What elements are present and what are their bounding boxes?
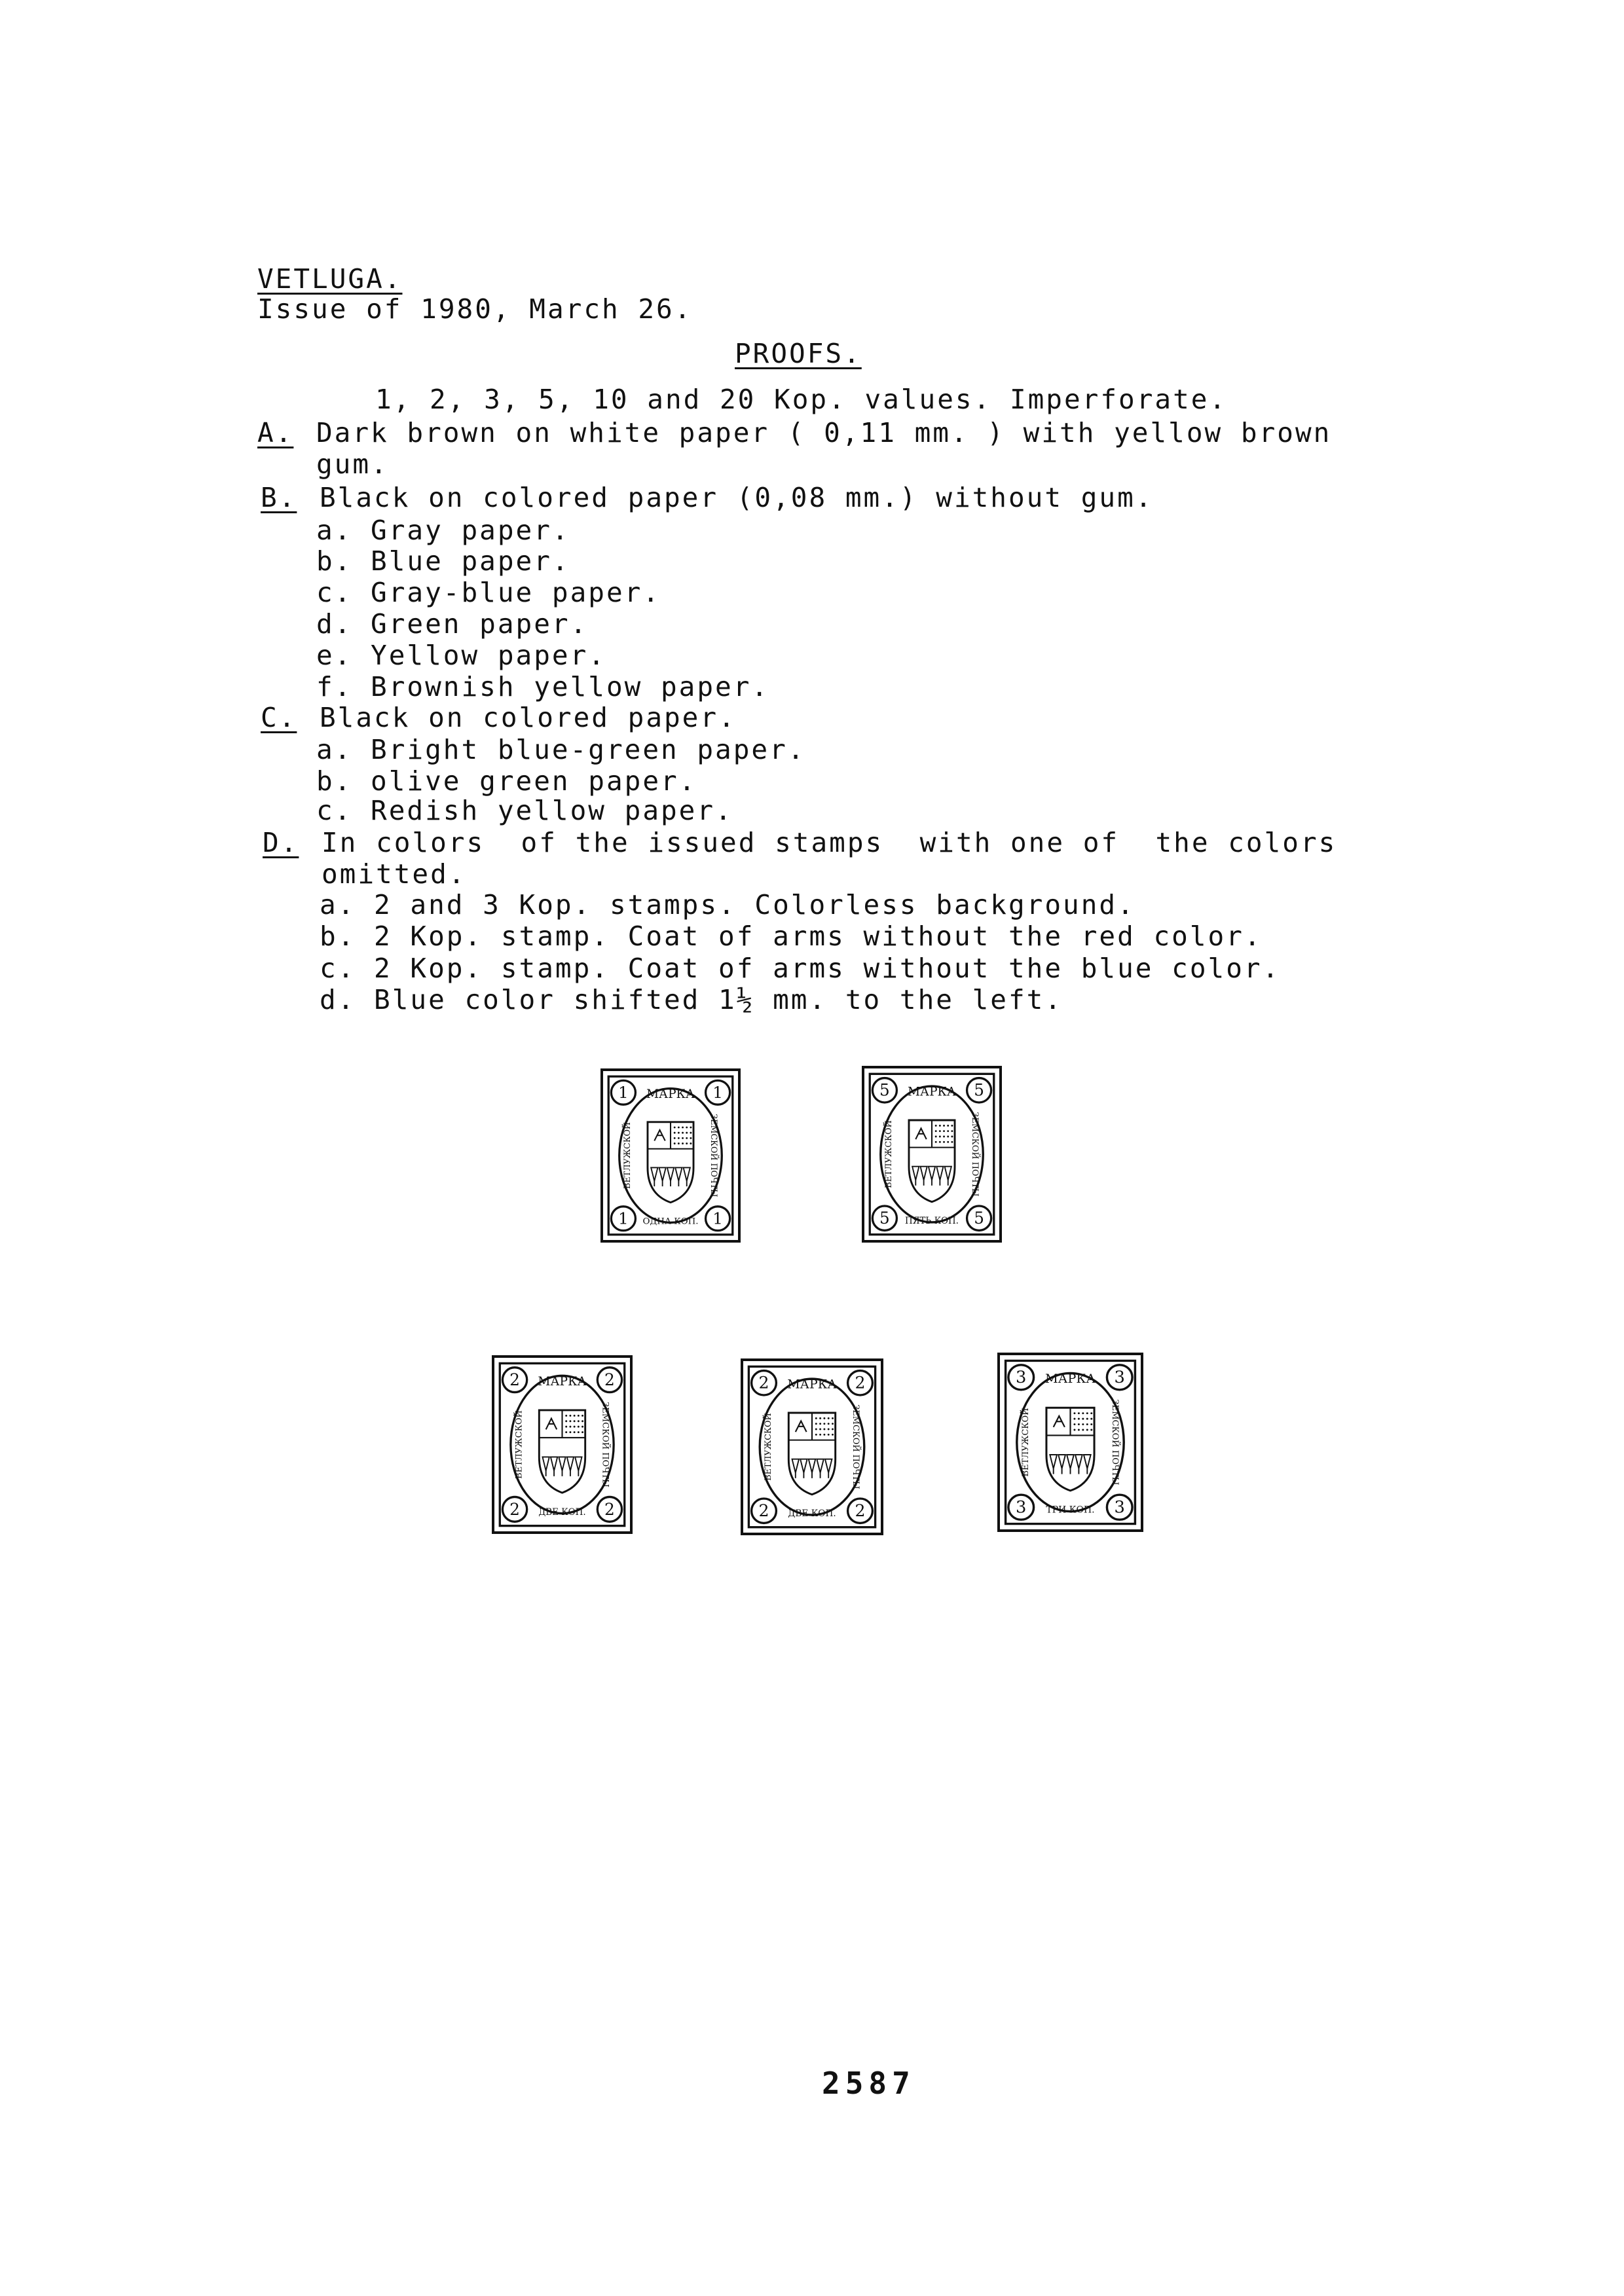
section-b-line-1: Black on colored paper (0,08 mm.) without gum. bbox=[320, 482, 1154, 513]
section-b-item-b: b. Blue paper. bbox=[316, 545, 570, 577]
svg-text:МАРКА: МАРКА bbox=[908, 1085, 956, 1099]
section-c-item-b: b. olive green paper. bbox=[316, 765, 697, 797]
svg-text:2: 2 bbox=[604, 1499, 615, 1519]
svg-text:ВЕТЛУЖСКОЙ: ВЕТЛУЖСКОЙ bbox=[514, 1410, 525, 1479]
section-b-item-c: c. Gray-blue paper. bbox=[316, 577, 661, 608]
svg-text:2: 2 bbox=[604, 1370, 615, 1390]
section-b-item-a: a. Gray paper. bbox=[316, 515, 570, 546]
section-d-line-2: omitted. bbox=[322, 858, 467, 890]
values-line: 1, 2, 3, 5, 10 and 20 Kop. values. Imperforate. bbox=[375, 384, 1228, 415]
section-b-item-f: f. Brownish yellow paper. bbox=[316, 671, 770, 702]
stamp-3-kop bbox=[997, 1353, 1143, 1532]
svg-text:1: 1 bbox=[618, 1083, 629, 1102]
section-d-item-a: a. 2 and 3 Kop. stamps. Colorless background. bbox=[320, 889, 1135, 920]
svg-text:ПЯТЬ КОП.: ПЯТЬ КОП. bbox=[905, 1216, 959, 1227]
stamp-5-kop bbox=[862, 1066, 1002, 1243]
svg-text:ЗЕМСКОЙ ПОЧТЫ: ЗЕМСКОЙ ПОЧТЫ bbox=[850, 1404, 861, 1489]
section-d-letter: D. bbox=[263, 827, 299, 858]
section-heading: PROOFS. bbox=[735, 338, 862, 369]
section-d-line-1: In colors of the issued stamps with one of the colors bbox=[322, 827, 1337, 858]
page-title: VETLUGA. bbox=[257, 263, 403, 295]
section-d-item-c: c. 2 Kop. stamp. Coat of arms without the blue color. bbox=[320, 953, 1281, 984]
svg-text:ВЕТЛУЖСКОЙ: ВЕТЛУЖСКОЙ bbox=[1020, 1408, 1031, 1477]
section-c-letter: C. bbox=[261, 702, 297, 733]
section-a-line-1: Dark brown on white paper ( 0,11 mm. ) with yellow brown bbox=[316, 417, 1332, 448]
stamp-2-kop-b bbox=[741, 1358, 883, 1535]
svg-text:ДВЕ КОП.: ДВЕ КОП. bbox=[538, 1506, 586, 1518]
svg-text:2: 2 bbox=[855, 1501, 866, 1521]
section-a-letter: A. bbox=[257, 417, 294, 448]
svg-text:3: 3 bbox=[1016, 1497, 1027, 1518]
stamp-illustration bbox=[1000, 1355, 1141, 1529]
stamp-1-kop bbox=[600, 1068, 741, 1243]
svg-text:5: 5 bbox=[879, 1208, 890, 1228]
svg-text:ЗЕМСКОЙ ПОЧТЫ: ЗЕМСКОЙ ПОЧТЫ bbox=[969, 1112, 980, 1197]
svg-text:2: 2 bbox=[509, 1499, 520, 1519]
section-c-line-1: Black on colored paper. bbox=[320, 702, 737, 733]
svg-text:3: 3 bbox=[1114, 1497, 1125, 1518]
svg-text:ЗЕМСКОЙ ПОЧТЫ: ЗЕМСКОЙ ПОЧТЫ bbox=[600, 1402, 610, 1487]
svg-text:2: 2 bbox=[509, 1370, 520, 1390]
svg-text:5: 5 bbox=[974, 1208, 984, 1228]
section-d-item-b: b. 2 Kop. stamp. Coat of arms without the red color. bbox=[320, 920, 1263, 952]
svg-text:МАРКА: МАРКА bbox=[646, 1087, 695, 1101]
section-d-item-d: d. Blue color shifted 1½ mm. to the left. bbox=[320, 984, 1063, 1015]
stamp-2-kop-a bbox=[492, 1355, 633, 1534]
stamp-illustration bbox=[864, 1068, 999, 1240]
section-c-item-a: a. Bright blue-green paper. bbox=[316, 734, 806, 765]
svg-text:ДВЕ КОП.: ДВЕ КОП. bbox=[788, 1508, 836, 1520]
issue-date: Issue of 1980, March 26. bbox=[257, 293, 693, 325]
svg-text:2: 2 bbox=[758, 1373, 769, 1393]
svg-text:ВЕТЛУЖСКОЙ: ВЕТЛУЖСКОЙ bbox=[623, 1121, 633, 1190]
svg-text:ВЕТЛУЖСКОЙ: ВЕТЛУЖСКОЙ bbox=[884, 1120, 895, 1188]
svg-text:3: 3 bbox=[1016, 1368, 1027, 1388]
stamp-illustration bbox=[743, 1361, 881, 1533]
svg-text:5: 5 bbox=[974, 1080, 984, 1100]
svg-text:1: 1 bbox=[618, 1209, 629, 1228]
page-number: 2587 bbox=[822, 2066, 915, 2101]
section-c-item-c: c. Redish yellow paper. bbox=[316, 795, 733, 826]
stamp-illustration bbox=[494, 1358, 630, 1531]
section-b-item-e: e. Yellow paper. bbox=[316, 640, 606, 671]
svg-text:МАРКА: МАРКА bbox=[787, 1377, 837, 1392]
svg-text:1: 1 bbox=[712, 1083, 723, 1102]
svg-text:ТРИ КОП.: ТРИ КОП. bbox=[1046, 1504, 1095, 1516]
svg-text:2: 2 bbox=[758, 1501, 769, 1521]
svg-text:2: 2 bbox=[855, 1373, 866, 1393]
section-b-item-d: d. Green paper. bbox=[316, 608, 589, 640]
section-a-line-2: gum. bbox=[316, 448, 389, 480]
svg-text:ВЕТЛУЖСКОЙ: ВЕТЛУЖСКОЙ bbox=[763, 1413, 774, 1481]
svg-text:5: 5 bbox=[879, 1080, 890, 1100]
svg-text:ОДНА КОП.: ОДНА КОП. bbox=[642, 1216, 699, 1227]
section-b-letter: B. bbox=[261, 482, 297, 513]
svg-text:1: 1 bbox=[712, 1209, 723, 1228]
svg-text:ЗЕМСКОЙ ПОЧТЫ: ЗЕМСКОЙ ПОЧТЫ bbox=[1109, 1399, 1120, 1485]
svg-text:МАРКА: МАРКА bbox=[1044, 1371, 1096, 1387]
stamp-illustration bbox=[603, 1071, 738, 1240]
svg-text:3: 3 bbox=[1114, 1368, 1125, 1388]
svg-text:МАРКА: МАРКА bbox=[538, 1374, 587, 1389]
svg-text:ЗЕМСКОЙ ПОЧТЫ: ЗЕМСКОЙ ПОЧТЫ bbox=[708, 1114, 718, 1197]
